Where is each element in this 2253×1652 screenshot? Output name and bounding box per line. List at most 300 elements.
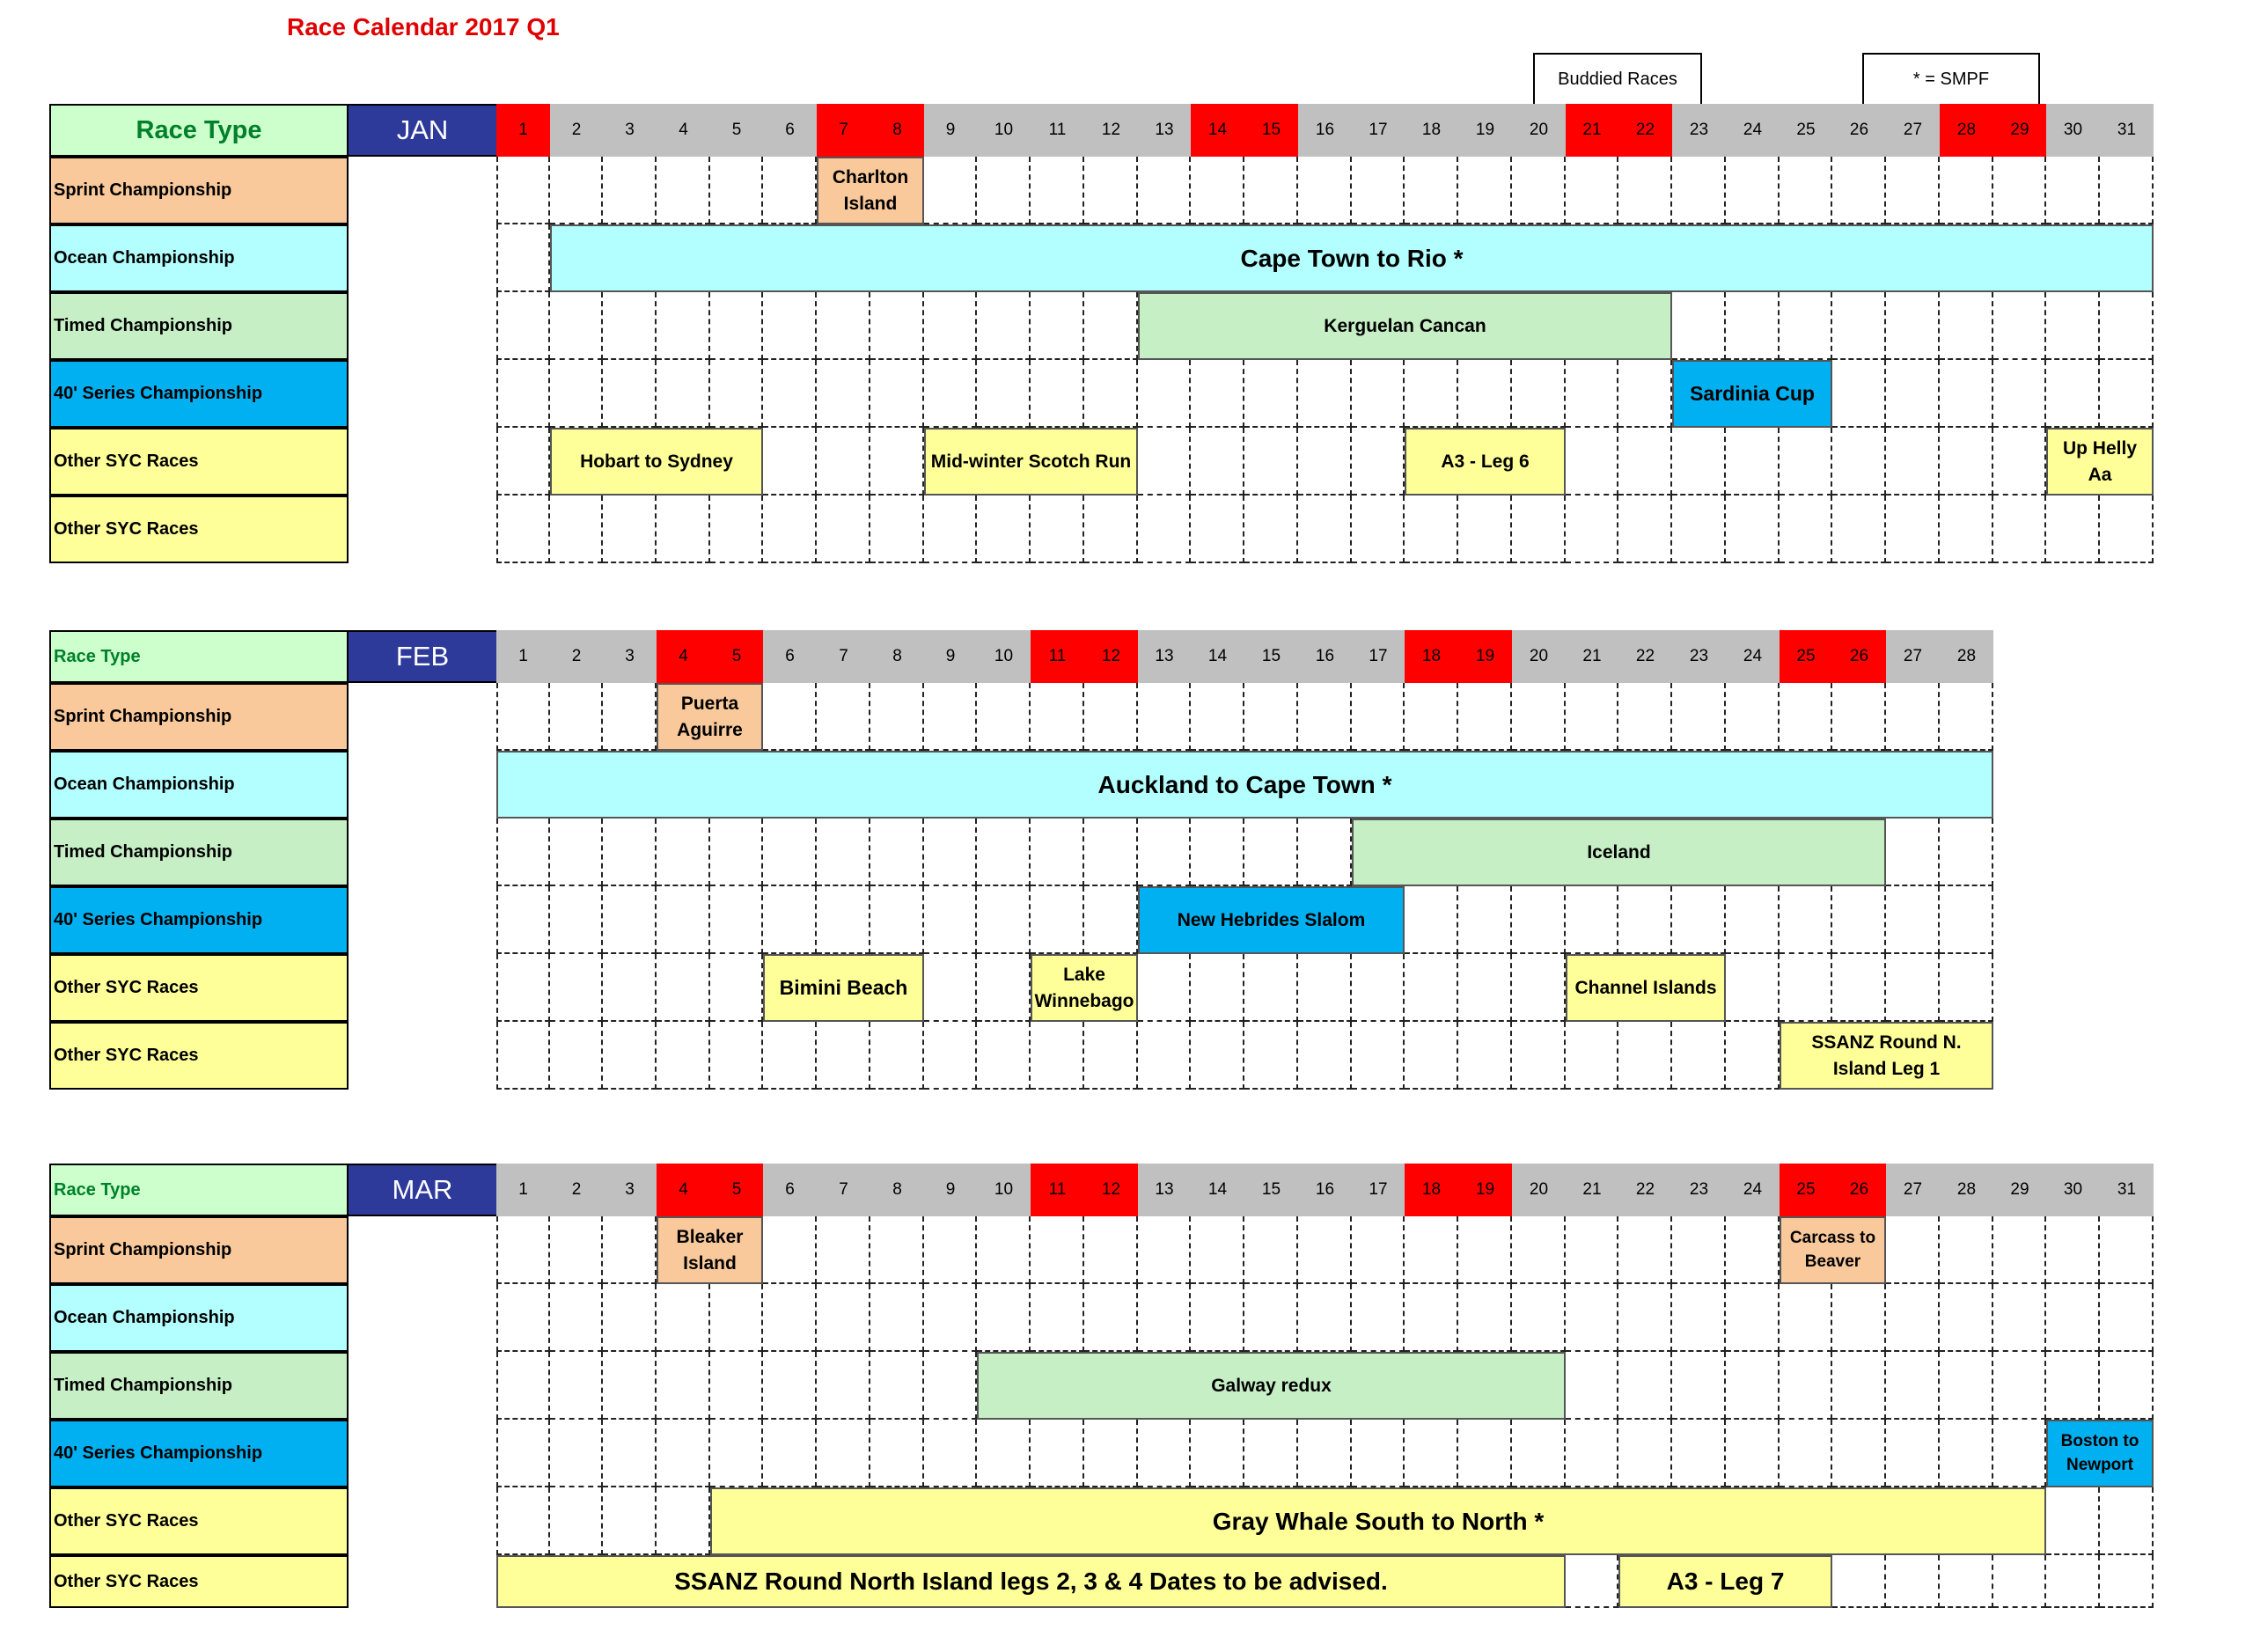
calendar-cell[interactable] <box>657 360 710 428</box>
calendar-cell[interactable] <box>1832 360 1886 428</box>
race-event[interactable]: Cape Town to Rio * <box>550 224 2154 292</box>
calendar-cell[interactable] <box>1618 428 1672 496</box>
calendar-cell[interactable] <box>1298 360 1352 428</box>
calendar-cell[interactable] <box>977 496 1031 563</box>
calendar-cell[interactable] <box>1352 1216 1405 1284</box>
calendar-cell[interactable] <box>1993 157 2046 224</box>
calendar-cell[interactable] <box>817 360 870 428</box>
calendar-cell[interactable] <box>1940 819 1993 886</box>
calendar-cell[interactable] <box>1780 1284 1832 1352</box>
calendar-cell[interactable] <box>924 360 977 428</box>
calendar-cell[interactable] <box>1405 1216 1458 1284</box>
calendar-cell[interactable] <box>710 886 763 954</box>
calendar-cell[interactable] <box>496 428 550 496</box>
calendar-cell[interactable] <box>2046 292 2100 360</box>
calendar-cell[interactable] <box>924 1420 977 1487</box>
calendar-cell[interactable] <box>1458 886 1512 954</box>
calendar-cell[interactable] <box>763 1216 817 1284</box>
calendar-cell[interactable] <box>1566 886 1618 954</box>
calendar-cell[interactable] <box>1405 360 1458 428</box>
calendar-cell[interactable] <box>1832 1555 1886 1608</box>
calendar-cell[interactable] <box>1886 819 1940 886</box>
race-event[interactable]: Kerguelan Cancan <box>1138 292 1672 360</box>
calendar-cell[interactable] <box>1405 1284 1458 1352</box>
calendar-cell[interactable] <box>817 1022 870 1090</box>
calendar-cell[interactable] <box>710 1022 763 1090</box>
calendar-cell[interactable] <box>1940 157 1993 224</box>
calendar-cell[interactable] <box>1298 1022 1352 1090</box>
calendar-cell[interactable] <box>710 1420 763 1487</box>
calendar-cell[interactable] <box>1191 428 1244 496</box>
calendar-cell[interactable] <box>603 1420 657 1487</box>
calendar-cell[interactable] <box>1993 1555 2046 1608</box>
calendar-cell[interactable] <box>1726 886 1780 954</box>
calendar-cell[interactable] <box>1031 683 1084 751</box>
calendar-cell[interactable] <box>1566 1022 1618 1090</box>
calendar-cell[interactable] <box>1993 360 2046 428</box>
calendar-cell[interactable] <box>817 819 870 886</box>
calendar-cell[interactable] <box>1886 1284 1940 1352</box>
calendar-cell[interactable] <box>1780 954 1832 1022</box>
calendar-cell[interactable] <box>1244 954 1298 1022</box>
race-event[interactable]: Galway redux <box>977 1352 1566 1420</box>
calendar-cell[interactable] <box>1298 819 1352 886</box>
calendar-cell[interactable] <box>657 292 710 360</box>
calendar-cell[interactable] <box>870 428 924 496</box>
calendar-cell[interactable] <box>1138 157 1191 224</box>
calendar-cell[interactable] <box>1566 1420 1618 1487</box>
calendar-cell[interactable] <box>763 1420 817 1487</box>
calendar-cell[interactable] <box>817 683 870 751</box>
calendar-cell[interactable] <box>603 496 657 563</box>
calendar-cell[interactable] <box>496 819 550 886</box>
calendar-cell[interactable] <box>496 360 550 428</box>
calendar-cell[interactable] <box>1138 1216 1191 1284</box>
calendar-cell[interactable] <box>2100 1352 2154 1420</box>
calendar-cell[interactable] <box>603 1352 657 1420</box>
calendar-cell[interactable] <box>1940 428 1993 496</box>
race-event[interactable]: SSANZ Round N. Island Leg 1 <box>1780 1022 1993 1090</box>
calendar-cell[interactable] <box>1298 1216 1352 1284</box>
race-event[interactable]: Up Helly Aa <box>2046 428 2154 496</box>
calendar-cell[interactable] <box>657 1352 710 1420</box>
calendar-cell[interactable] <box>763 157 817 224</box>
calendar-cell[interactable] <box>2046 157 2100 224</box>
calendar-cell[interactable] <box>710 954 763 1022</box>
calendar-cell[interactable] <box>763 683 817 751</box>
calendar-cell[interactable] <box>1458 1022 1512 1090</box>
calendar-cell[interactable] <box>1458 1420 1512 1487</box>
calendar-cell[interactable] <box>1084 1022 1138 1090</box>
calendar-cell[interactable] <box>1458 1216 1512 1284</box>
calendar-cell[interactable] <box>710 360 763 428</box>
calendar-cell[interactable] <box>1138 954 1191 1022</box>
calendar-cell[interactable] <box>1138 1022 1191 1090</box>
calendar-cell[interactable] <box>1512 496 1566 563</box>
calendar-cell[interactable] <box>924 292 977 360</box>
calendar-cell[interactable] <box>1780 1420 1832 1487</box>
calendar-cell[interactable] <box>1031 1022 1084 1090</box>
calendar-cell[interactable] <box>603 1216 657 1284</box>
calendar-cell[interactable] <box>2100 157 2154 224</box>
race-event[interactable]: A3 - Leg 6 <box>1405 428 1566 496</box>
calendar-cell[interactable] <box>1298 1420 1352 1487</box>
race-event[interactable]: Channel Islands <box>1566 954 1726 1022</box>
calendar-cell[interactable] <box>1084 886 1138 954</box>
calendar-cell[interactable] <box>2046 1216 2100 1284</box>
calendar-cell[interactable] <box>763 1284 817 1352</box>
calendar-cell[interactable] <box>1244 683 1298 751</box>
calendar-cell[interactable] <box>1191 954 1244 1022</box>
calendar-cell[interactable] <box>924 683 977 751</box>
calendar-cell[interactable] <box>2046 496 2100 563</box>
race-event[interactable]: Carcass to Beaver <box>1780 1216 1886 1284</box>
calendar-cell[interactable] <box>1618 1284 1672 1352</box>
calendar-cell[interactable] <box>1084 360 1138 428</box>
calendar-cell[interactable] <box>2100 1284 2154 1352</box>
calendar-cell[interactable] <box>1458 157 1512 224</box>
calendar-cell[interactable] <box>977 1216 1031 1284</box>
calendar-cell[interactable] <box>1138 683 1191 751</box>
calendar-cell[interactable] <box>1618 1022 1672 1090</box>
calendar-cell[interactable] <box>1886 954 1940 1022</box>
calendar-cell[interactable] <box>870 1284 924 1352</box>
calendar-cell[interactable] <box>710 1352 763 1420</box>
calendar-cell[interactable] <box>763 1352 817 1420</box>
race-event[interactable]: Gray Whale South to North * <box>710 1487 2046 1555</box>
calendar-cell[interactable] <box>1832 292 1886 360</box>
calendar-cell[interactable] <box>657 1022 710 1090</box>
calendar-cell[interactable] <box>817 1352 870 1420</box>
calendar-cell[interactable] <box>550 157 603 224</box>
calendar-cell[interactable] <box>1512 1420 1566 1487</box>
calendar-cell[interactable] <box>1672 428 1726 496</box>
race-event[interactable]: Boston to Newport <box>2046 1420 2154 1487</box>
calendar-cell[interactable] <box>1832 1284 1886 1352</box>
calendar-cell[interactable] <box>1512 954 1566 1022</box>
calendar-cell[interactable] <box>1031 1284 1084 1352</box>
calendar-cell[interactable] <box>924 954 977 1022</box>
calendar-cell[interactable] <box>1618 1352 1672 1420</box>
calendar-cell[interactable] <box>1244 819 1298 886</box>
calendar-cell[interactable] <box>1780 886 1832 954</box>
calendar-cell[interactable] <box>1031 157 1084 224</box>
calendar-cell[interactable] <box>1940 1555 1993 1608</box>
calendar-cell[interactable] <box>710 157 763 224</box>
calendar-cell[interactable] <box>1031 292 1084 360</box>
calendar-cell[interactable] <box>1084 1420 1138 1487</box>
calendar-cell[interactable] <box>1512 683 1566 751</box>
calendar-cell[interactable] <box>1780 1352 1832 1420</box>
calendar-cell[interactable] <box>1726 157 1780 224</box>
calendar-cell[interactable] <box>1512 360 1566 428</box>
calendar-cell[interactable] <box>817 496 870 563</box>
calendar-cell[interactable] <box>1405 496 1458 563</box>
calendar-cell[interactable] <box>1244 1420 1298 1487</box>
calendar-cell[interactable] <box>1031 1216 1084 1284</box>
calendar-cell[interactable] <box>1031 1420 1084 1487</box>
calendar-cell[interactable] <box>603 1487 657 1555</box>
calendar-cell[interactable] <box>1405 886 1458 954</box>
calendar-cell[interactable] <box>1886 886 1940 954</box>
calendar-cell[interactable] <box>1191 1022 1244 1090</box>
calendar-cell[interactable] <box>763 428 817 496</box>
calendar-cell[interactable] <box>1672 1216 1726 1284</box>
calendar-cell[interactable] <box>1886 1555 1940 1608</box>
calendar-cell[interactable] <box>550 360 603 428</box>
calendar-cell[interactable] <box>1672 292 1726 360</box>
calendar-cell[interactable] <box>1458 683 1512 751</box>
calendar-cell[interactable] <box>550 683 603 751</box>
calendar-cell[interactable] <box>1244 1022 1298 1090</box>
calendar-cell[interactable] <box>1031 886 1084 954</box>
race-event[interactable]: Hobart to Sydney <box>550 428 763 496</box>
calendar-cell[interactable] <box>603 1284 657 1352</box>
calendar-cell[interactable] <box>550 1284 603 1352</box>
calendar-cell[interactable] <box>496 886 550 954</box>
calendar-cell[interactable] <box>496 1216 550 1284</box>
calendar-cell[interactable] <box>1672 496 1726 563</box>
calendar-cell[interactable] <box>924 1216 977 1284</box>
calendar-cell[interactable] <box>1191 157 1244 224</box>
calendar-cell[interactable] <box>1672 1284 1726 1352</box>
calendar-cell[interactable] <box>870 1022 924 1090</box>
calendar-cell[interactable] <box>1940 886 1993 954</box>
calendar-cell[interactable] <box>1993 496 2046 563</box>
calendar-cell[interactable] <box>550 954 603 1022</box>
calendar-cell[interactable] <box>496 683 550 751</box>
calendar-cell[interactable] <box>1993 1284 2046 1352</box>
race-event[interactable]: Lake Winnebago <box>1031 954 1138 1022</box>
calendar-cell[interactable] <box>1886 1352 1940 1420</box>
calendar-cell[interactable] <box>924 1284 977 1352</box>
calendar-cell[interactable] <box>603 360 657 428</box>
calendar-cell[interactable] <box>1352 360 1405 428</box>
calendar-cell[interactable] <box>1566 157 1618 224</box>
calendar-cell[interactable] <box>1405 954 1458 1022</box>
calendar-cell[interactable] <box>1084 292 1138 360</box>
calendar-cell[interactable] <box>550 819 603 886</box>
calendar-cell[interactable] <box>603 157 657 224</box>
race-event[interactable]: Bimini Beach <box>763 954 924 1022</box>
calendar-cell[interactable] <box>1780 496 1832 563</box>
calendar-cell[interactable] <box>977 292 1031 360</box>
calendar-cell[interactable] <box>1940 1352 1993 1420</box>
calendar-cell[interactable] <box>1298 683 1352 751</box>
calendar-cell[interactable] <box>1886 360 1940 428</box>
calendar-cell[interactable] <box>1726 1284 1780 1352</box>
calendar-cell[interactable] <box>817 1216 870 1284</box>
calendar-cell[interactable] <box>657 1487 710 1555</box>
calendar-cell[interactable] <box>657 1284 710 1352</box>
calendar-cell[interactable] <box>2100 292 2154 360</box>
calendar-cell[interactable] <box>1084 157 1138 224</box>
calendar-cell[interactable] <box>657 1420 710 1487</box>
calendar-cell[interactable] <box>1191 819 1244 886</box>
calendar-cell[interactable] <box>1031 819 1084 886</box>
calendar-cell[interactable] <box>1940 954 1993 1022</box>
calendar-cell[interactable] <box>1726 954 1780 1022</box>
calendar-cell[interactable] <box>1940 1216 1993 1284</box>
calendar-cell[interactable] <box>496 496 550 563</box>
calendar-cell[interactable] <box>1726 1352 1780 1420</box>
calendar-cell[interactable] <box>1352 428 1405 496</box>
calendar-cell[interactable] <box>924 157 977 224</box>
calendar-cell[interactable] <box>1672 683 1726 751</box>
calendar-cell[interactable] <box>1940 1420 1993 1487</box>
calendar-cell[interactable] <box>603 292 657 360</box>
calendar-cell[interactable] <box>2046 1555 2100 1608</box>
calendar-cell[interactable] <box>1244 360 1298 428</box>
calendar-cell[interactable] <box>1138 1420 1191 1487</box>
calendar-cell[interactable] <box>1458 954 1512 1022</box>
calendar-cell[interactable] <box>1566 428 1618 496</box>
calendar-cell[interactable] <box>1672 1022 1726 1090</box>
calendar-cell[interactable] <box>1672 157 1726 224</box>
calendar-cell[interactable] <box>1886 428 1940 496</box>
calendar-cell[interactable] <box>1886 157 1940 224</box>
calendar-cell[interactable] <box>1191 1216 1244 1284</box>
calendar-cell[interactable] <box>1993 1352 2046 1420</box>
calendar-cell[interactable] <box>977 683 1031 751</box>
calendar-cell[interactable] <box>1512 886 1566 954</box>
calendar-cell[interactable] <box>550 1352 603 1420</box>
calendar-cell[interactable] <box>763 819 817 886</box>
calendar-cell[interactable] <box>1138 496 1191 563</box>
calendar-cell[interactable] <box>550 886 603 954</box>
calendar-cell[interactable] <box>924 886 977 954</box>
calendar-cell[interactable] <box>1886 496 1940 563</box>
calendar-cell[interactable] <box>1244 496 1298 563</box>
calendar-cell[interactable] <box>2100 1487 2154 1555</box>
calendar-cell[interactable] <box>1405 683 1458 751</box>
calendar-cell[interactable] <box>1138 360 1191 428</box>
calendar-cell[interactable] <box>1244 157 1298 224</box>
calendar-cell[interactable] <box>550 1487 603 1555</box>
calendar-cell[interactable] <box>550 1022 603 1090</box>
race-event[interactable]: Iceland <box>1352 819 1886 886</box>
calendar-cell[interactable] <box>1940 292 1993 360</box>
calendar-cell[interactable] <box>1726 683 1780 751</box>
calendar-cell[interactable] <box>603 1022 657 1090</box>
calendar-cell[interactable] <box>1886 292 1940 360</box>
calendar-cell[interactable] <box>1084 1216 1138 1284</box>
calendar-cell[interactable] <box>1726 1420 1780 1487</box>
calendar-cell[interactable] <box>1352 1022 1405 1090</box>
calendar-cell[interactable] <box>1780 157 1832 224</box>
calendar-cell[interactable] <box>2046 1284 2100 1352</box>
calendar-cell[interactable] <box>1566 1284 1618 1352</box>
calendar-cell[interactable] <box>710 1284 763 1352</box>
calendar-cell[interactable] <box>1244 1216 1298 1284</box>
calendar-cell[interactable] <box>870 819 924 886</box>
calendar-cell[interactable] <box>1566 1216 1618 1284</box>
calendar-cell[interactable] <box>1084 1284 1138 1352</box>
calendar-cell[interactable] <box>924 1022 977 1090</box>
calendar-cell[interactable] <box>1886 1420 1940 1487</box>
calendar-cell[interactable] <box>1138 428 1191 496</box>
race-event[interactable]: Mid-winter Scotch Run <box>924 428 1138 496</box>
calendar-cell[interactable] <box>2046 1487 2100 1555</box>
calendar-cell[interactable] <box>1726 292 1780 360</box>
calendar-cell[interactable] <box>817 428 870 496</box>
calendar-cell[interactable] <box>1940 360 1993 428</box>
calendar-cell[interactable] <box>1566 360 1618 428</box>
calendar-cell[interactable] <box>1726 428 1780 496</box>
race-event[interactable]: Charlton Island <box>817 157 924 224</box>
calendar-cell[interactable] <box>1618 683 1672 751</box>
race-event[interactable]: SSANZ Round North Island legs 2, 3 & 4 Dates to be advised. <box>496 1555 1566 1608</box>
calendar-cell[interactable] <box>1886 1216 1940 1284</box>
calendar-cell[interactable] <box>550 1420 603 1487</box>
calendar-cell[interactable] <box>1352 1420 1405 1487</box>
calendar-cell[interactable] <box>710 819 763 886</box>
calendar-cell[interactable] <box>1832 1352 1886 1420</box>
calendar-cell[interactable] <box>1672 886 1726 954</box>
calendar-cell[interactable] <box>1566 1555 1618 1608</box>
calendar-cell[interactable] <box>1298 428 1352 496</box>
race-event[interactable]: Auckland to Cape Town * <box>496 751 1993 819</box>
calendar-cell[interactable] <box>657 496 710 563</box>
calendar-cell[interactable] <box>603 886 657 954</box>
calendar-cell[interactable] <box>1780 292 1832 360</box>
calendar-cell[interactable] <box>1458 496 1512 563</box>
calendar-cell[interactable] <box>1940 496 1993 563</box>
calendar-cell[interactable] <box>1298 954 1352 1022</box>
calendar-cell[interactable] <box>496 292 550 360</box>
calendar-cell[interactable] <box>1191 360 1244 428</box>
calendar-cell[interactable] <box>1138 819 1191 886</box>
calendar-cell[interactable] <box>1458 1284 1512 1352</box>
calendar-cell[interactable] <box>870 360 924 428</box>
calendar-cell[interactable] <box>496 157 550 224</box>
calendar-cell[interactable] <box>603 954 657 1022</box>
calendar-cell[interactable] <box>1832 886 1886 954</box>
calendar-cell[interactable] <box>763 292 817 360</box>
calendar-cell[interactable] <box>496 1420 550 1487</box>
calendar-cell[interactable] <box>924 819 977 886</box>
calendar-cell[interactable] <box>1244 428 1298 496</box>
calendar-cell[interactable] <box>1298 1284 1352 1352</box>
calendar-cell[interactable] <box>977 886 1031 954</box>
calendar-cell[interactable] <box>924 1352 977 1420</box>
calendar-cell[interactable] <box>2100 496 2154 563</box>
calendar-cell[interactable] <box>1191 1420 1244 1487</box>
calendar-cell[interactable] <box>870 683 924 751</box>
calendar-cell[interactable] <box>1084 819 1138 886</box>
calendar-cell[interactable] <box>1672 1352 1726 1420</box>
calendar-cell[interactable] <box>496 1022 550 1090</box>
calendar-cell[interactable] <box>1618 1216 1672 1284</box>
calendar-cell[interactable] <box>1352 496 1405 563</box>
calendar-cell[interactable] <box>870 496 924 563</box>
calendar-cell[interactable] <box>924 496 977 563</box>
calendar-cell[interactable] <box>763 496 817 563</box>
calendar-cell[interactable] <box>1566 683 1618 751</box>
calendar-cell[interactable] <box>1618 496 1672 563</box>
calendar-cell[interactable] <box>870 1420 924 1487</box>
calendar-cell[interactable] <box>1993 292 2046 360</box>
race-event[interactable]: New Hebrides Slalom <box>1138 886 1405 954</box>
calendar-cell[interactable] <box>2100 1216 2154 1284</box>
calendar-cell[interactable] <box>763 360 817 428</box>
calendar-cell[interactable] <box>1512 1284 1566 1352</box>
calendar-cell[interactable] <box>1940 1284 1993 1352</box>
calendar-cell[interactable] <box>657 819 710 886</box>
calendar-cell[interactable] <box>1458 360 1512 428</box>
calendar-cell[interactable] <box>1512 1022 1566 1090</box>
calendar-cell[interactable] <box>1832 1420 1886 1487</box>
